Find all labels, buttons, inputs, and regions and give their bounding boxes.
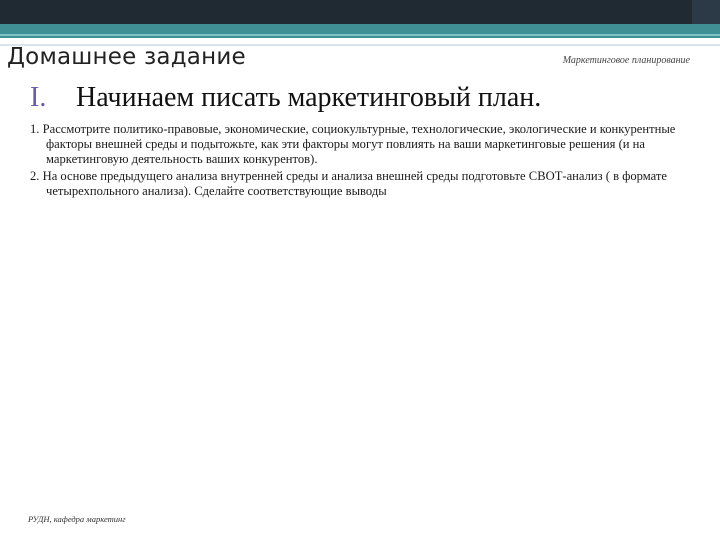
teal-accent-band [0,24,720,38]
top-decorative-bar [0,0,720,24]
heading-text: Начинаем писать маркетинговый план. [76,82,542,113]
list-item: 2. На основе предыдущего анализа внутренней среды и анализа внешней среды подготовьте СВОТ-анализ ( в формате четырехпольного анализа). Сделайте соответствующие выводы [30,168,667,198]
teal-accent-line [0,34,720,36]
slide-header-title: Домашнее задание [7,44,246,70]
main-heading [30,82,700,114]
heading-number: I. [30,82,47,113]
list-item: 1. Рассмотрите политико-правовые, экономические, социокультурные, технологические, экологические и конкурентные факторы внешней среды и подытожьте, как эти факторы могут повлиять на ваши маркетинговые решения (и на маркетинговую деятельность ваших конкурентов). [30,122,676,167]
footer-institution: РУДН, кафедра маркетинг [28,514,126,524]
slide-header-subtitle: Маркетинговое планирование [562,55,690,66]
assignment-list [30,122,690,200]
top-bar-right-segment [692,0,720,24]
